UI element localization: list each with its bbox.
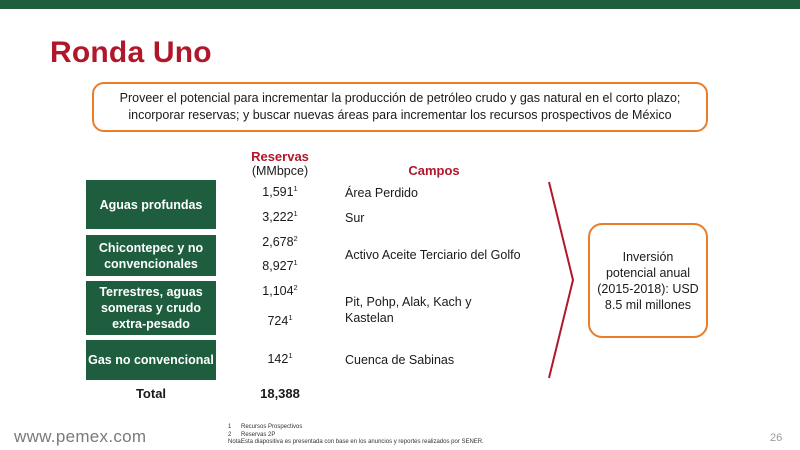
reserve-value: $142^1$ — [267, 350, 293, 366]
reserve-value: 3,222$^1$ — [262, 208, 298, 224]
objective-text: Proveer el potencial para incrementar la producción de petróleo crudo y gas natural en el corto plazo; incorporar reservas; y buscar nuevas áreas para incrementar los recursos prospectivos de México — [119, 91, 681, 122]
footnote: Nota:Esta diapositiva es presentada con base en los anuncios y reportes realizados por SENER. — [228, 439, 484, 445]
reservas-header: Reservas — [251, 149, 309, 164]
page-number: 26 — [770, 432, 783, 444]
campos-header: Campos — [408, 163, 460, 178]
investment-callout — [588, 223, 708, 338]
footnote: 2 Reservas 2P — [228, 431, 276, 438]
slide-title: Ronda Uno — [50, 36, 212, 69]
field-sur: Sur — [345, 211, 365, 225]
investment-text: Inversión potencial anual (2015-2018): USD 8.5 mil millones — [597, 249, 699, 312]
field-cuenca-sabinas: Cuenca de Sabinas — [345, 353, 455, 367]
top-brand-bar — [0, 0, 800, 9]
objective-callout — [92, 82, 708, 132]
field-pit-pohp: Pit, Pohp, Alak, Kach y Kastelan — [345, 295, 472, 325]
category-gas-no-convencional: Gas no convencional — [86, 340, 216, 380]
total-label: Total — [135, 386, 167, 401]
field-area-perdido: Área Perdido — [345, 186, 418, 200]
footnote: 1 Recursos Prospectivos — [228, 424, 303, 430]
reserve-value: $724^1$ — [267, 312, 293, 328]
total-value: 18,388 — [260, 386, 300, 401]
category-terrestres: Terrestres, aguas someras y crudo extra-pesado — [86, 281, 216, 335]
footnotes — [228, 424, 484, 447]
reserve-value: 8,927$^1$ — [262, 257, 298, 273]
field-aceite-terciario: Activo Aceite Terciario del Golfo — [345, 248, 521, 262]
category-chicontepec: Chicontepec y no convencionales — [86, 235, 216, 276]
reserve-value: 1,104$^2$ — [262, 282, 298, 298]
pemex-logo: www.pemex.com — [14, 427, 147, 446]
reserve-value: 2,678$^2$ — [262, 233, 298, 249]
reservas-units: (MMbpce) — [251, 164, 309, 178]
reserve-value: 1,591$^1$ — [262, 183, 298, 199]
chevron-right-icon — [545, 180, 577, 380]
category-aguas-profundas: Aguas profundas — [86, 180, 216, 229]
